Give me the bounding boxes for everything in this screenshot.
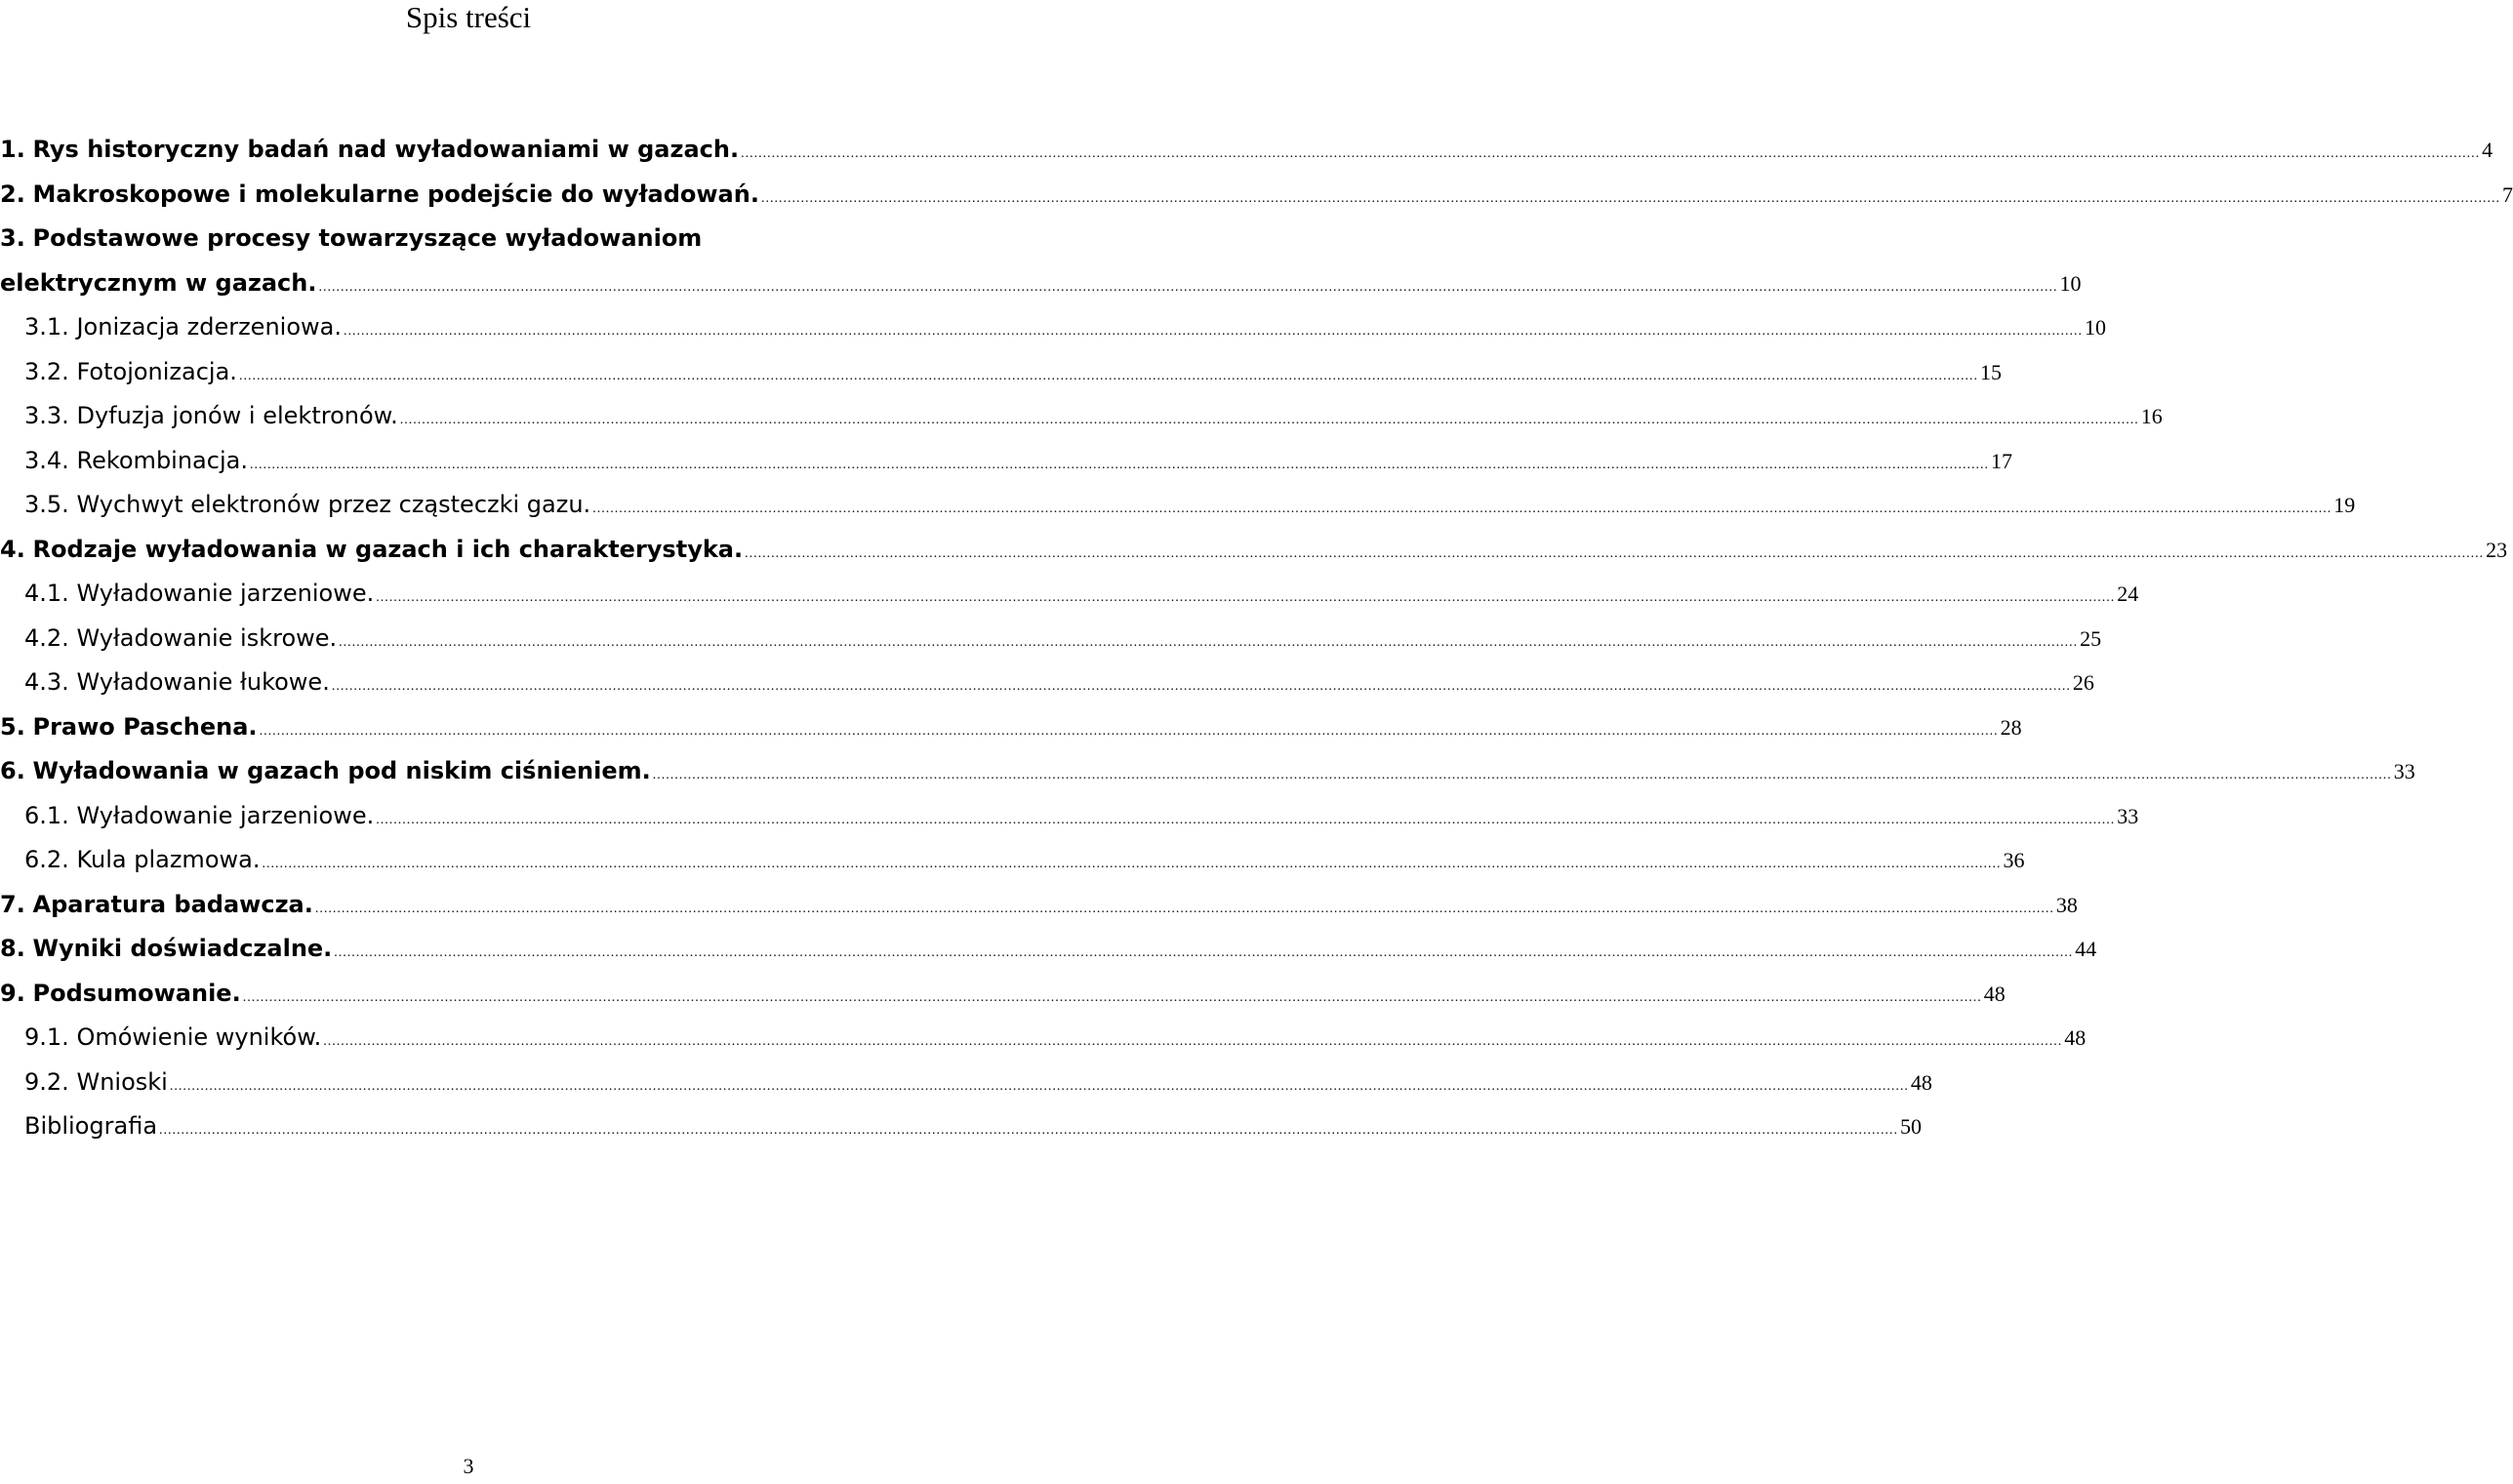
toc-entry-page: 17 <box>1990 448 2012 473</box>
toc-entry-title: Wyładowania w gazach pod niskim ciśnieniem. <box>32 757 651 784</box>
dot-leader <box>250 443 1989 488</box>
toc-entry[interactable] <box>0 883 2078 928</box>
toc-entry-number: 3. <box>0 224 25 252</box>
toc-entry[interactable] <box>0 1016 2087 1061</box>
toc-entry-page: 50 <box>1900 1114 1923 1139</box>
toc-entry-title: Wyładowanie jarzeniowe. <box>76 801 375 829</box>
toc-entry-number: 5. <box>0 712 25 741</box>
toc-entry-page: 44 <box>2075 937 2097 961</box>
toc-entry-number: 8. <box>0 935 25 962</box>
table-of-contents <box>0 128 2513 1149</box>
toc-entry-title: Prawo Paschena. <box>32 712 258 741</box>
toc-entry-title: Jonizacja zderzeniowa. <box>76 313 342 341</box>
toc-entry-page: 7 <box>2501 181 2513 207</box>
toc-entry[interactable] <box>0 483 2356 528</box>
dot-leader <box>653 753 2392 798</box>
dot-leader <box>400 398 2139 443</box>
toc-entry[interactable] <box>0 617 2102 662</box>
dot-leader <box>745 532 2484 577</box>
toc-entry-page: 25 <box>2080 625 2102 651</box>
dot-leader <box>741 132 2480 177</box>
toc-entry-page: 10 <box>2084 315 2106 340</box>
toc-entry[interactable] <box>0 394 2163 439</box>
toc-entry-page: 23 <box>2486 537 2508 562</box>
toc-entry[interactable] <box>0 1061 1932 1105</box>
toc-entry-page: 24 <box>2117 582 2139 606</box>
toc-entry[interactable] <box>0 838 2025 883</box>
toc-entry-page: 28 <box>2000 714 2022 740</box>
toc-entry[interactable] <box>0 927 2097 972</box>
toc-entry[interactable] <box>0 705 2022 750</box>
dot-leader <box>260 709 1999 754</box>
dot-leader <box>318 265 2057 310</box>
toc-entry-page: 4 <box>2482 138 2493 162</box>
dot-leader <box>323 1020 2062 1064</box>
toc-entry[interactable] <box>0 350 2002 395</box>
toc-entry-page: 36 <box>2003 848 2025 872</box>
dot-leader <box>170 1064 1909 1109</box>
toc-entry-page: 10 <box>2059 270 2082 296</box>
dot-leader <box>761 177 2500 221</box>
toc-entry-title: Wnioski <box>76 1067 168 1096</box>
toc-entry-page: 15 <box>1979 359 2002 384</box>
dot-leader <box>339 621 2078 665</box>
toc-entry-title: Dyfuzja jonów i elektronów. <box>76 402 398 429</box>
toc-entry-number: 3.3. <box>24 402 69 429</box>
toc-entry-number: 7. <box>0 890 25 918</box>
dot-leader <box>159 1108 1898 1153</box>
page-number: 3 <box>463 1454 474 1478</box>
toc-entry-page: 38 <box>2055 892 2078 917</box>
dot-leader <box>243 976 1982 1021</box>
toc-entry-number: 9.2. <box>24 1067 69 1096</box>
dot-leader <box>592 487 2331 532</box>
toc-entry[interactable] <box>0 972 2006 1017</box>
toc-entry-title-continuation: elektrycznym w gazach. <box>0 268 317 297</box>
toc-entry-number: 3.2. <box>24 357 69 385</box>
toc-entry-page: 19 <box>2333 493 2356 517</box>
toc-entry[interactable] <box>0 305 2106 350</box>
toc-entry-continuation[interactable] <box>0 261 2082 306</box>
dot-leader <box>344 309 2083 354</box>
toc-entry[interactable] <box>0 572 2139 617</box>
toc-entry-title: Fotojonizacja. <box>76 357 237 385</box>
toc-entry-number: 6. <box>0 757 25 784</box>
toc-entry[interactable] <box>0 439 2012 484</box>
toc-entry-number: 3.1. <box>24 313 69 341</box>
toc-entry-number: 1. <box>0 136 25 163</box>
dot-leader <box>315 887 2054 932</box>
toc-entry-title: Aparatura badawcza. <box>32 890 313 918</box>
toc-entry-number: 4.2. <box>24 623 69 652</box>
toc-entry-title: Wyładowanie łukowe. <box>76 668 330 696</box>
toc-entry-number: 2. <box>0 180 25 208</box>
toc-entry-page: 48 <box>2064 1025 2087 1050</box>
dot-leader <box>239 354 1978 399</box>
toc-entry[interactable] <box>0 128 2493 173</box>
toc-entry-bibliography[interactable] <box>0 1104 1923 1149</box>
toc-entry-title: Rodzaje wyładowania w gazach i ich charakterystyka. <box>32 535 744 563</box>
dot-leader <box>334 931 2073 976</box>
toc-entry-title: Rys historyczny badań nad wyładowaniami w gazach. <box>32 136 740 163</box>
toc-entry-number: 3.4. <box>24 446 69 474</box>
toc-entry-page: 33 <box>2117 803 2139 828</box>
toc-entry-page: 26 <box>2072 670 2094 695</box>
toc-entry-page: 48 <box>1983 981 2006 1006</box>
toc-entry-title: Podstawowe procesy towarzyszące wyładowaniom <box>32 224 703 252</box>
toc-entry-title: Wyładowanie iskrowe. <box>76 623 338 652</box>
toc-entry-number: 9. <box>0 979 25 1007</box>
toc-entry-title: Kula plazmowa. <box>76 846 261 873</box>
toc-entry-title: Wychwyt elektronów przez cząsteczki gazu. <box>76 491 591 518</box>
toc-entry[interactable] <box>0 528 2508 573</box>
toc-entry-number: 6.2. <box>24 846 69 873</box>
toc-entry-title: Wyładowanie jarzeniowe. <box>76 580 375 607</box>
toc-entry[interactable] <box>0 749 2415 794</box>
toc-entry[interactable] <box>0 794 2139 839</box>
toc-entry[interactable] <box>0 217 937 261</box>
toc-entry[interactable] <box>0 661 2094 705</box>
toc-entry-number: 3.5. <box>24 491 69 518</box>
toc-entry-number: 4.3. <box>24 668 69 696</box>
toc-entry[interactable] <box>0 173 2513 218</box>
toc-entry-page: 48 <box>1910 1069 1932 1095</box>
toc-entry-number: 4.1. <box>24 580 69 607</box>
toc-entry-title: Rekombinacja. <box>76 446 248 474</box>
toc-entry-title: Makroskopowe i molekularne podejście do wyładowań. <box>32 180 759 208</box>
toc-entry-page: 16 <box>2140 404 2163 428</box>
toc-entry-title: Bibliografia <box>24 1112 158 1140</box>
toc-entry-title: Podsumowanie. <box>32 979 241 1007</box>
toc-entry-title: Wyniki doświadczalne. <box>32 935 333 962</box>
dot-leader <box>376 798 2115 843</box>
dot-leader <box>376 576 2115 621</box>
dot-leader <box>332 664 2071 709</box>
toc-entry-number: 9.1. <box>24 1023 69 1051</box>
toc-entry-title: Omówienie wyników. <box>76 1023 322 1051</box>
toc-entry-page: 33 <box>2393 759 2415 783</box>
page-title: Spis treści <box>405 0 532 34</box>
toc-entry-number: 6.1. <box>24 801 69 829</box>
dot-leader <box>262 842 2001 887</box>
toc-entry-number: 4. <box>0 535 25 563</box>
